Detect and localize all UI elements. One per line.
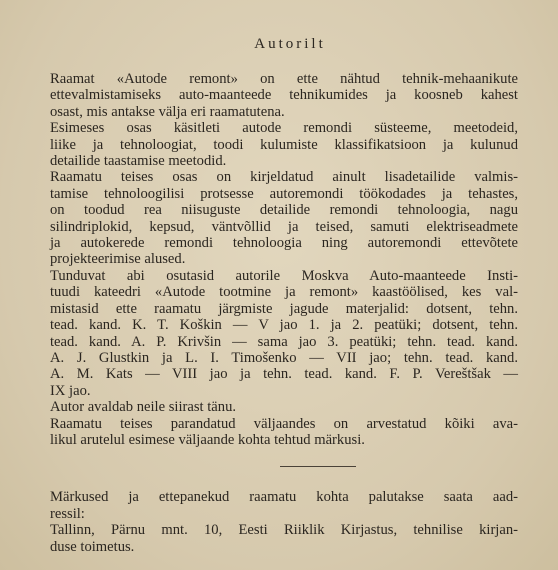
preface-paragraph bbox=[50, 416, 518, 449]
text-line: osast, mis antakse välja eri raamatutena. bbox=[50, 103, 285, 120]
preface-paragraph bbox=[50, 120, 518, 169]
text-line: Autor avaldab neile siirast tänu. bbox=[50, 399, 237, 416]
text-line: ja autokerede remondi tehnoloogia ning autoremondi ettevõtete bbox=[50, 235, 518, 252]
text-line: silindriplokid, kepsud, väntvõllid ja teised, samuti elektriseadmete bbox=[50, 218, 518, 235]
preface-body bbox=[50, 71, 518, 448]
book-page bbox=[50, 36, 518, 555]
text-line: mistasid ette raamatu järgmiste jagude materjalid: dotsent, tehn. bbox=[50, 300, 518, 317]
text-line: liike ja tehnoloogiat, toodi kulumiste klassifikatsioon ja kulunud bbox=[50, 136, 518, 153]
text-line: Märkused ja ettepanekud raamatu kohta palutakse saata aad- bbox=[50, 489, 518, 506]
address-notes bbox=[50, 489, 518, 555]
text-line: ettevalmistamiseks auto-maanteede tehnikumides ja koosneb kahest bbox=[50, 87, 518, 104]
preface-paragraph bbox=[50, 399, 518, 415]
text-line: tead. kand. K. T. Koškin — V jao 1. ja 2. peatüki; dotsent, tehn. bbox=[50, 317, 518, 334]
text-line: ressil: bbox=[50, 505, 85, 522]
text-line: on toodud rea niisuguste detailide remondi tehnoloogia, nagu bbox=[50, 202, 518, 219]
text-line: detailide taastamise meetodid. bbox=[50, 153, 227, 170]
text-line: tamise tehnoloogilisi protsesse autoremondi töökodades ja tehastes, bbox=[50, 185, 518, 202]
preface-paragraph bbox=[50, 71, 518, 120]
notes-paragraph bbox=[50, 522, 518, 555]
text-line: A. M. Kats — VIII jao ja tehn. tead. kand. F. P. Vereštšak — bbox=[50, 366, 518, 383]
text-line: duse toimetus. bbox=[50, 538, 135, 555]
text-line: tuudi kateedri «Autode tootmine ja remont» kaastöölised, kes val- bbox=[50, 284, 518, 301]
text-line: projekteerimise alused. bbox=[50, 251, 186, 268]
text-line: Raamat «Autode remont» on ette nähtud tehnik-mehaanikute bbox=[50, 71, 518, 87]
text-line: Raamatu teises parandatud väljaandes on arvestatud kõiki ava- bbox=[50, 415, 518, 432]
text-line: likul arutelul esimese väljaande kohta tehtud märkusi. bbox=[50, 431, 365, 448]
notes-paragraph bbox=[50, 489, 518, 522]
text-line: Esimeses osas käsitleti autode remondi süsteeme, meetodeid, bbox=[50, 120, 518, 137]
text-line: Raamatu teises osas on kirjeldatud ainult lisadetailide valmis- bbox=[50, 169, 518, 186]
text-line: A. J. Glustkin ja L. I. Timošenko — VII jao; tehn. tead. kand. bbox=[50, 349, 518, 366]
page-heading: Autorilt bbox=[254, 36, 326, 52]
text-line: Tallinn, Pärnu mnt. 10, Eesti Riiklik Kirjastus, tehnilise kirjan- bbox=[50, 522, 518, 539]
text-line: IX jao. bbox=[50, 382, 91, 399]
preface-paragraph bbox=[50, 169, 518, 267]
section-divider bbox=[280, 466, 356, 467]
preface-paragraph bbox=[50, 268, 518, 399]
text-line: Tunduvat abi osutasid autorile Moskva Auto-maanteede Insti- bbox=[50, 267, 518, 284]
text-line: tead. kand. A. P. Krivšin — sama jao 3. peatüki; tehn. tead. kand. bbox=[50, 333, 518, 350]
